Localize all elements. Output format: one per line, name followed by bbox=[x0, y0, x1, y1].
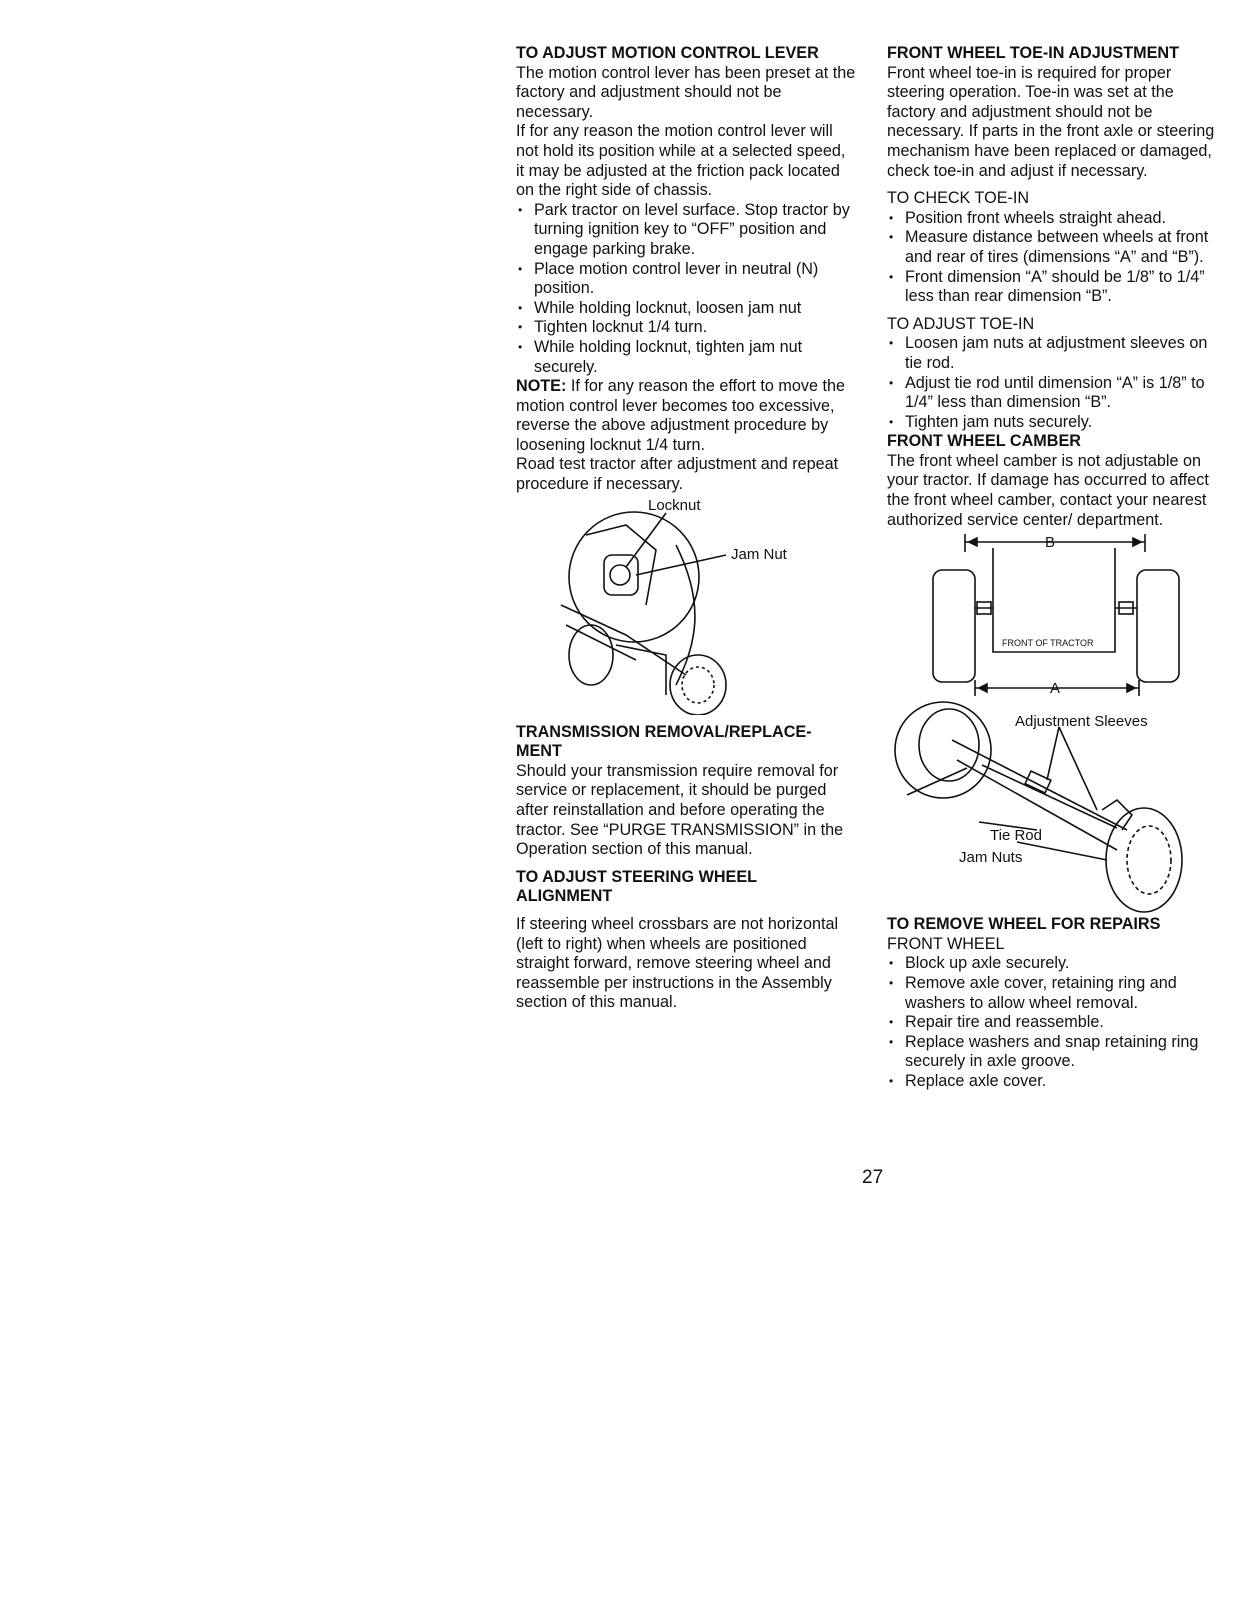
adjust-toe-in-steps bbox=[887, 334, 1222, 432]
toe-in-text: Front wheel toe-in is required for proper steering operation. Toe-in was set at the factory and adjustment should not be necessary. If parts in the front axle or steering mechanism have been replaced or damaged, check toe-in and adjust if necessary. bbox=[887, 63, 1215, 180]
note-text: If for any reason the effort to move the motion control lever becomes too excessive, reverse the above adjustment procedure by loosening locknut 1/4 turn. bbox=[516, 377, 846, 454]
list-item: • Measure distance between wheels at front and rear of tires (dimensions “A” and “B”). bbox=[887, 228, 1222, 267]
adjustment-sleeves-label: Adjustment Sleeves bbox=[1015, 713, 1148, 731]
note-label: NOTE: bbox=[516, 377, 567, 396]
list-item: • Remove axle cover, retaining ring and washers to allow wheel removal. bbox=[887, 974, 1222, 1013]
check-toe-in-heading: TO CHECK TOE-IN bbox=[887, 189, 1030, 208]
list-item: • Position front wheels straight ahead. bbox=[887, 209, 1222, 229]
right-column bbox=[887, 44, 1222, 1092]
remove-wheel-heading: TO REMOVE WHEEL FOR REPAIRS bbox=[887, 915, 1161, 934]
list-item: • Block up axle securely. bbox=[887, 954, 1222, 974]
steering-heading: TO ADJUST STEERING WHEEL ALIGNMENT bbox=[516, 867, 757, 906]
list-item: • Tighten jam nuts securely. bbox=[887, 413, 1222, 433]
motion-control-steps bbox=[516, 201, 856, 377]
lever-illustration bbox=[561, 512, 726, 715]
dimension-a-label: A bbox=[1050, 680, 1061, 698]
list-item: • Place motion control lever in neutral (N) position. bbox=[516, 260, 856, 299]
motion-control-figure bbox=[516, 495, 856, 715]
motion-control-reason: If for any reason the motion control lever will not hold its position while at a selected speed, it may be adjusted at the friction pack located on the right side of chassis. bbox=[516, 122, 846, 200]
camber-text: The front wheel camber is not adjustable on your tractor. If damage has occurred to affect the front wheel camber, contact your nearest authorized service center/ department. bbox=[887, 451, 1209, 529]
tie-rod-label: Tie Rod bbox=[990, 827, 1042, 845]
steering-text: If steering wheel crossbars are not horizontal (left to right) when wheels are positioned straight forward, remove steering wheel and reassemble per instructions in the Assembly section of this manual. bbox=[516, 915, 839, 1012]
remove-wheel-steps bbox=[887, 954, 1222, 1091]
transmission-heading: TRANSMISSION REMOVAL/REPLACE- MENT bbox=[516, 722, 812, 761]
locknut-label: Locknut bbox=[648, 496, 701, 514]
adjust-toe-in-heading: TO ADJUST TOE-IN bbox=[887, 314, 1035, 333]
top-view-illustration bbox=[933, 534, 1179, 696]
list-item: • Adjust tie rod until dimension “A” is 1/8” to 1/4” less than dimension “B”. bbox=[887, 374, 1222, 413]
jam-nuts-label: Jam Nuts bbox=[959, 849, 1023, 867]
list-item: • While holding locknut, tighten jam nut securely. bbox=[516, 338, 856, 377]
axle-illustration bbox=[895, 702, 1182, 912]
front-of-tractor-label: FRONT OF TRACTOR bbox=[1002, 638, 1094, 649]
toe-in-heading: FRONT WHEEL TOE-IN ADJUSTMENT bbox=[887, 44, 1179, 62]
check-toe-in-steps bbox=[887, 209, 1222, 307]
list-item: • Loosen jam nuts at adjustment sleeves on tie rod. bbox=[887, 334, 1222, 373]
motion-control-note bbox=[516, 377, 856, 455]
page-number: 27 bbox=[862, 1167, 884, 1188]
list-item: • Park tractor on level surface. Stop tractor by turning ignition key to “OFF” position and engage parking brake. bbox=[516, 201, 856, 260]
list-item: • Replace washers and snap retaining ring securely in axle groove. bbox=[887, 1033, 1222, 1072]
transmission-text: Should your transmission require removal for service or replacement, it should be purged after reinstallation and before operating the tractor. See “PURGE TRANSMISSION” in the Operation section of this manual. bbox=[516, 761, 844, 859]
list-item: • Repair tire and reassemble. bbox=[887, 1013, 1222, 1033]
road-test-text: Road test tractor after adjustment and repeat procedure if necessary. bbox=[516, 455, 839, 494]
motion-control-intro: The motion control lever has been preset at the factory and adjustment should not be necessary. bbox=[516, 63, 856, 121]
list-item: • Front dimension “A” should be 1/8” to 1/4” less than rear dimension “B”. bbox=[887, 268, 1222, 307]
toe-in-figure bbox=[887, 530, 1222, 915]
left-column bbox=[516, 44, 856, 1013]
dimension-b-label: B bbox=[1045, 534, 1056, 552]
list-item: • While holding locknut, loosen jam nut bbox=[516, 299, 856, 319]
camber-heading: FRONT WHEEL CAMBER bbox=[887, 432, 1081, 451]
list-item: • Tighten locknut 1/4 turn. bbox=[516, 318, 856, 338]
motion-control-heading: TO ADJUST MOTION CONTROL LEVER bbox=[516, 44, 819, 62]
list-item: • Replace axle cover. bbox=[887, 1072, 1222, 1092]
jam-nut-label: Jam Nut bbox=[731, 545, 787, 563]
front-wheel-subheading: FRONT WHEEL bbox=[887, 934, 1005, 953]
